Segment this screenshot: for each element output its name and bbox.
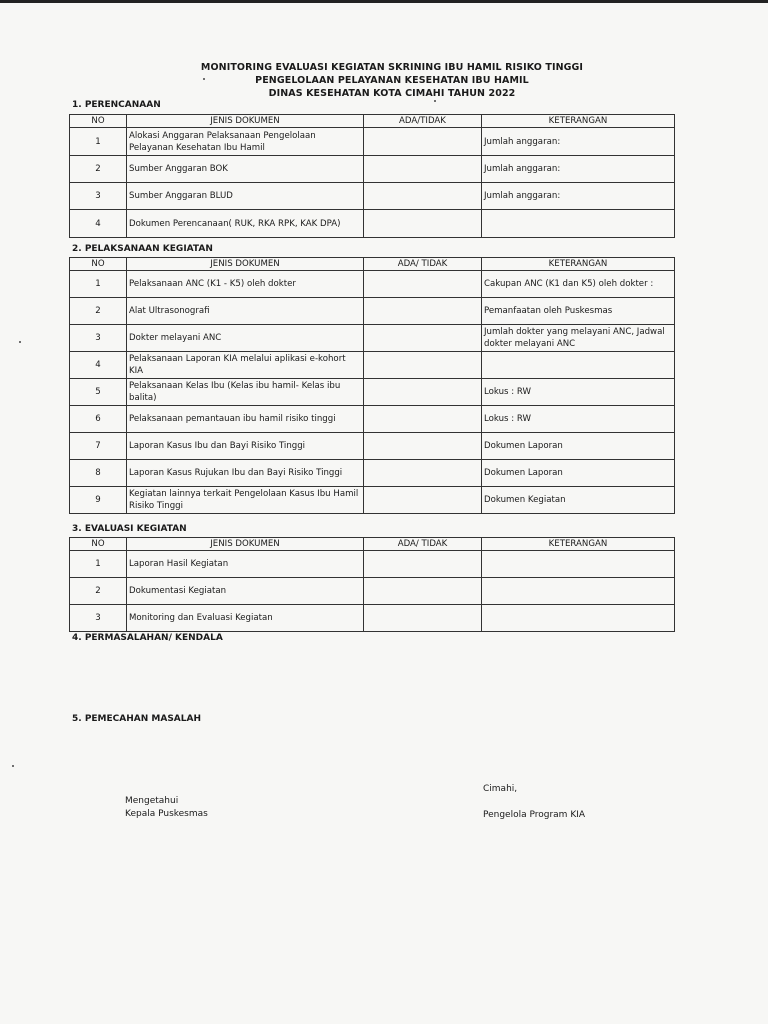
row-doc: Dokumen Perencanaan( RUK, RKA RPK, KAK DPA) bbox=[127, 210, 364, 238]
row-ket: Jumlah dokter yang melayani ANC, Jadwal dokter melayani ANC bbox=[482, 325, 675, 352]
col-ket: KETERANGAN bbox=[482, 538, 675, 551]
row-no: 1 bbox=[70, 128, 127, 156]
scan-top-edge bbox=[0, 0, 768, 3]
row-no: 2 bbox=[70, 298, 127, 325]
row-doc: Laporan Kasus Ibu dan Bayi Risiko Tinggi bbox=[127, 433, 364, 460]
row-ket bbox=[482, 210, 675, 238]
row-no: 2 bbox=[70, 156, 127, 183]
row-ada bbox=[364, 605, 482, 632]
row-ada bbox=[364, 128, 482, 156]
row-no: 2 bbox=[70, 578, 127, 605]
section-1-title: 1. PERENCANAAN bbox=[72, 100, 161, 110]
col-no: NO bbox=[70, 115, 127, 128]
table-row bbox=[70, 551, 675, 578]
row-no: 8 bbox=[70, 460, 127, 487]
row-ket: Lokus : RW bbox=[482, 379, 675, 406]
row-doc: Laporan Kasus Rujukan Ibu dan Bayi Risiko Tinggi bbox=[127, 460, 364, 487]
table-row bbox=[70, 487, 675, 514]
row-ket: Dokumen Laporan bbox=[482, 433, 675, 460]
evaluasi-table bbox=[69, 537, 675, 632]
signature-right-role: Pengelola Program KIA bbox=[483, 810, 586, 820]
table-row bbox=[70, 352, 675, 379]
row-doc: Monitoring dan Evaluasi Kegiatan bbox=[127, 605, 364, 632]
row-ket: Dokumen Kegiatan bbox=[482, 487, 675, 514]
header-line-1: MONITORING EVALUASI KEGIATAN SKRINING IBU HAMIL RISIKO TINGGI bbox=[200, 62, 584, 73]
col-ada: ADA/ TIDAK bbox=[364, 538, 482, 551]
row-ket bbox=[482, 352, 675, 379]
row-doc: Alat Ultrasonografi bbox=[127, 298, 364, 325]
row-ada bbox=[364, 325, 482, 352]
row-doc: Dokter melayani ANC bbox=[127, 325, 364, 352]
row-ket: Lokus : RW bbox=[482, 406, 675, 433]
col-doc: JENIS DOKUMEN bbox=[127, 258, 364, 271]
col-doc: JENIS DOKUMEN bbox=[127, 115, 364, 128]
row-doc: Pelaksanaan ANC (K1 - K5) oleh dokter bbox=[127, 271, 364, 298]
row-doc: Alokasi Anggaran Pelaksanaan Pengelolaan Pelayanan Kesehatan Ibu Hamil bbox=[127, 128, 364, 156]
col-ada: ADA/ TIDAK bbox=[364, 258, 482, 271]
signature-acknowledged: Mengetahui bbox=[125, 796, 179, 806]
col-ada: ADA/TIDAK bbox=[364, 115, 482, 128]
table-header-row bbox=[70, 115, 675, 128]
row-no: 9 bbox=[70, 487, 127, 514]
table-row bbox=[70, 210, 675, 238]
row-ket: Jumlah anggaran: bbox=[482, 156, 675, 183]
col-ket: KETERANGAN bbox=[482, 258, 675, 271]
section-4-title: 4. PERMASALAHAN/ KENDALA bbox=[72, 633, 223, 643]
table-row bbox=[70, 128, 675, 156]
table-header-row bbox=[70, 538, 675, 551]
row-ada bbox=[364, 298, 482, 325]
table-row bbox=[70, 379, 675, 406]
row-ada bbox=[364, 183, 482, 210]
signature-place: Cimahi, bbox=[483, 784, 518, 794]
table-row bbox=[70, 183, 675, 210]
col-doc: JENIS DOKUMEN bbox=[127, 538, 364, 551]
row-doc: Pelaksanaan Kelas Ibu (Kelas ibu hamil- Kelas ibu balita) bbox=[127, 379, 364, 406]
row-ket bbox=[482, 578, 675, 605]
row-doc: Pelaksanaan Laporan KIA melalui aplikasi e-kohort KIA bbox=[127, 352, 364, 379]
row-no: 3 bbox=[70, 605, 127, 632]
row-ada bbox=[364, 460, 482, 487]
row-no: 5 bbox=[70, 379, 127, 406]
row-ada bbox=[364, 578, 482, 605]
scan-speck bbox=[203, 78, 205, 80]
scan-speck bbox=[434, 100, 436, 102]
perencanaan-table bbox=[69, 114, 675, 238]
table-row bbox=[70, 578, 675, 605]
table-header-row bbox=[70, 258, 675, 271]
table-row bbox=[70, 433, 675, 460]
row-ket bbox=[482, 605, 675, 632]
row-ada bbox=[364, 352, 482, 379]
table-row bbox=[70, 325, 675, 352]
row-no: 1 bbox=[70, 271, 127, 298]
row-ada bbox=[364, 156, 482, 183]
row-ada bbox=[364, 379, 482, 406]
section-2-title: 2. PELAKSANAAN KEGIATAN bbox=[72, 244, 213, 254]
row-doc: Pelaksanaan pemantauan ibu hamil risiko tinggi bbox=[127, 406, 364, 433]
row-doc: Kegiatan lainnya terkait Pengelolaan Kasus Ibu Hamil Risiko Tinggi bbox=[127, 487, 364, 514]
row-no: 7 bbox=[70, 433, 127, 460]
row-ada bbox=[364, 551, 482, 578]
row-ada bbox=[364, 433, 482, 460]
col-no: NO bbox=[70, 538, 127, 551]
row-doc: Laporan Hasil Kegiatan bbox=[127, 551, 364, 578]
row-no: 3 bbox=[70, 325, 127, 352]
table-row bbox=[70, 605, 675, 632]
table-row bbox=[70, 156, 675, 183]
header-line-2: PENGELOLAAN PELAYANAN KESEHATAN IBU HAMIL bbox=[255, 75, 529, 86]
signature-left-role: Kepala Puskesmas bbox=[125, 809, 208, 819]
row-no: 6 bbox=[70, 406, 127, 433]
table-row bbox=[70, 406, 675, 433]
table-row bbox=[70, 271, 675, 298]
row-ket: Cakupan ANC (K1 dan K5) oleh dokter : bbox=[482, 271, 675, 298]
row-ket: Jumlah anggaran: bbox=[482, 183, 675, 210]
scan-speck bbox=[19, 341, 21, 343]
col-no: NO bbox=[70, 258, 127, 271]
row-no: 1 bbox=[70, 551, 127, 578]
pelaksanaan-table bbox=[69, 257, 675, 514]
header-line-3: DINAS KESEHATAN KOTA CIMAHI TAHUN 2022 bbox=[268, 88, 516, 99]
row-ket: Jumlah anggaran: bbox=[482, 128, 675, 156]
row-ket: Pemanfaatan oleh Puskesmas bbox=[482, 298, 675, 325]
row-ket bbox=[482, 551, 675, 578]
row-ada bbox=[364, 210, 482, 238]
section-3-title: 3. EVALUASI KEGIATAN bbox=[72, 524, 187, 534]
row-ket: Dokumen Laporan bbox=[482, 460, 675, 487]
row-no: 3 bbox=[70, 183, 127, 210]
section-5-title: 5. PEMECAHAN MASALAH bbox=[72, 714, 201, 724]
row-ada bbox=[364, 271, 482, 298]
scan-speck bbox=[12, 765, 14, 767]
row-no: 4 bbox=[70, 210, 127, 238]
row-doc: Dokumentasi Kegiatan bbox=[127, 578, 364, 605]
table-row bbox=[70, 298, 675, 325]
row-ada bbox=[364, 406, 482, 433]
row-doc: Sumber Anggaran BLUD bbox=[127, 183, 364, 210]
col-ket: KETERANGAN bbox=[482, 115, 675, 128]
row-ada bbox=[364, 487, 482, 514]
row-no: 4 bbox=[70, 352, 127, 379]
row-doc: Sumber Anggaran BOK bbox=[127, 156, 364, 183]
table-row bbox=[70, 460, 675, 487]
